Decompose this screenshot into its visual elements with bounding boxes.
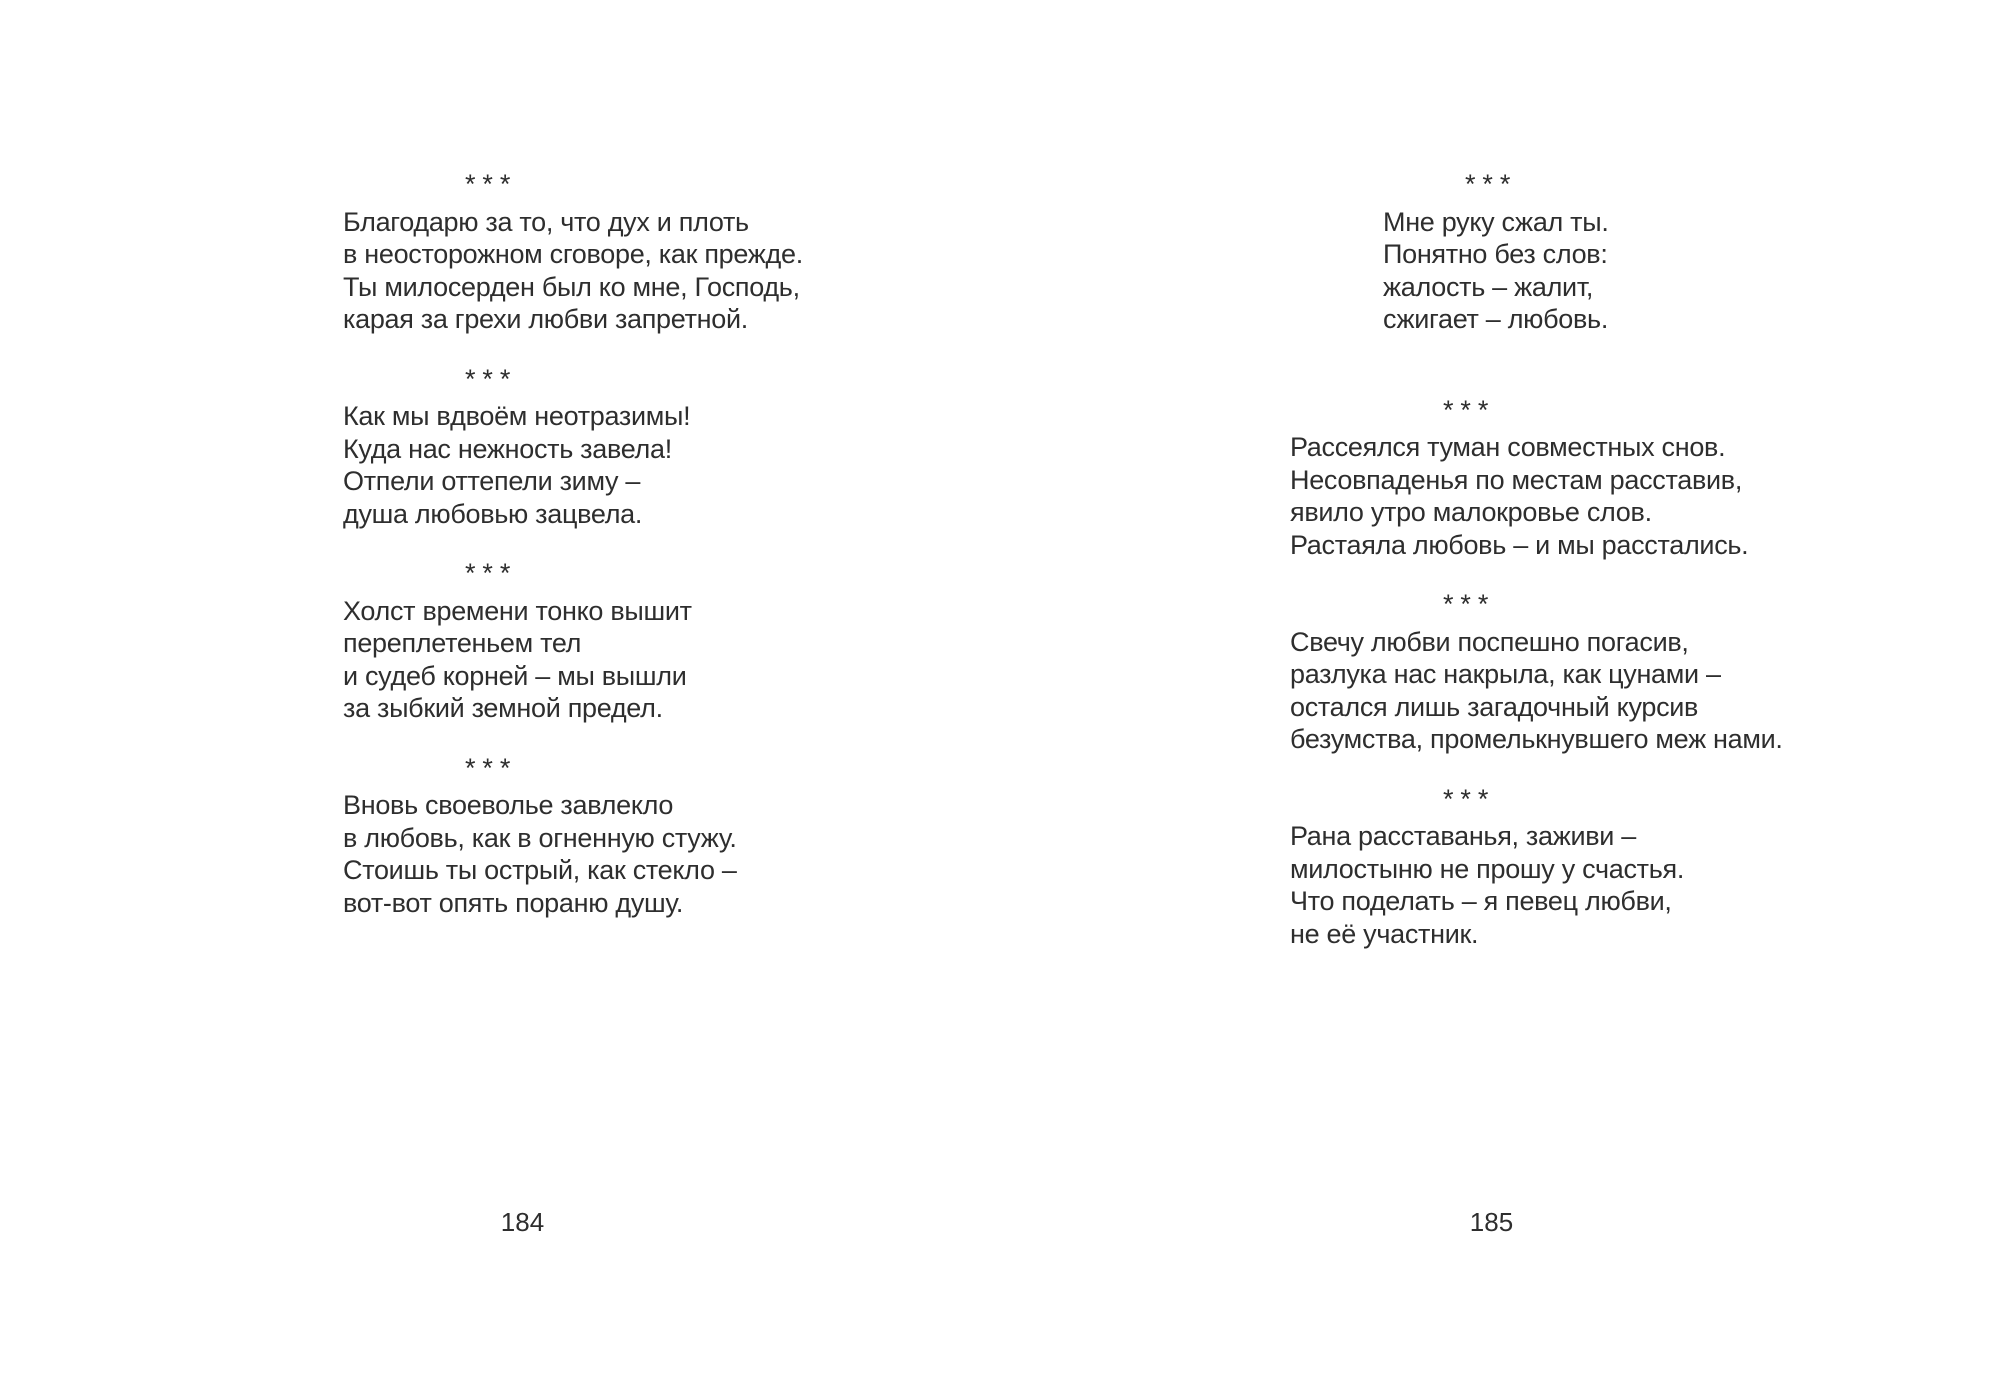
poem-line: Растаяла любовь – и мы расстались. [1290,529,1749,560]
poem-line: Ты милосерден был ко мне, Господь, [343,271,800,302]
poem-line: остался лишь загадочный курсив [1290,691,1699,722]
poem-line: Благодарю за то, что дух и плоть [343,206,749,237]
poem-line: Вновь своеволье завлекло [343,790,674,820]
poem-line: Как мы вдвоём неотразимы! [343,401,691,431]
page-number-left: 184 [500,1207,545,1237]
poem-separator: * * * [1443,394,1489,425]
poem [343,168,963,336]
poem-line: Отпели оттепели зиму – [343,466,641,496]
page-number-right: 185 [1469,1207,1514,1237]
poem-line: милостыню не прошу у счастья. [1290,853,1685,884]
poem-line: Несовпаденья по местам расставив, [1290,464,1743,495]
poem-separator: * * * [1443,783,1489,814]
poem-separator: * * * [465,363,511,394]
poem [1383,168,1930,336]
poem-line: Рана расставанья, заживи – [1290,821,1637,851]
poem-separator: * * * [465,752,511,783]
poem-line: Мне руку сжал ты. [1383,206,1609,237]
poem-line: явило утро малокровье слов. [1290,497,1652,527]
poem-line: в неосторожном сговоре, как прежде. [343,239,803,269]
poem [1290,394,1930,562]
poem-line: за зыбкий земной предел. [343,693,663,723]
poem-line: Понятно без слов: [1383,239,1608,269]
poem [1290,783,1930,951]
poem-line: жалость – жалит, [1383,271,1594,302]
poem [343,363,963,531]
poem-separator: * * * [1443,589,1489,619]
poem-separator: * * * [465,558,511,588]
poem-line: не её участник. [1290,918,1479,949]
poem-line: Свечу любви поспешно погасив, [1290,626,1689,657]
poem-line: Куда нас нежность завела! [343,433,672,464]
poem-line: сжигает – любовь. [1383,304,1609,334]
poem-line: Рассеялся туман совместных снов. [1290,432,1726,462]
poem [1290,588,1930,756]
poem-line: безумства, промелькнувшего меж нами. [1290,724,1783,754]
poem [343,557,963,725]
poem-line: Стоишь ты острый, как стекло – [343,855,737,885]
poem-line: Что поделать – я певец любви, [1290,886,1672,916]
poem-line: Холст времени тонко вышит [343,595,692,626]
poem-line: душа любовью зацвела. [343,498,643,529]
poem-line: вот-вот опять пораню душу. [343,887,684,918]
poem-line: карая за грехи любви запретной. [343,304,748,334]
poem [343,752,963,920]
page-right-column [1290,168,1930,977]
poem-line: переплетеньем тел [343,628,582,658]
poem-separator: * * * [1465,169,1511,199]
poem-separator: * * * [465,169,511,199]
poem-line: разлука нас накрыла, как цунами – [1290,659,1721,689]
page-left-column [343,168,963,946]
poem-line: в любовь, как в огненную стужу. [343,822,737,853]
poem-line: и судеб корней – мы вышли [343,660,687,691]
